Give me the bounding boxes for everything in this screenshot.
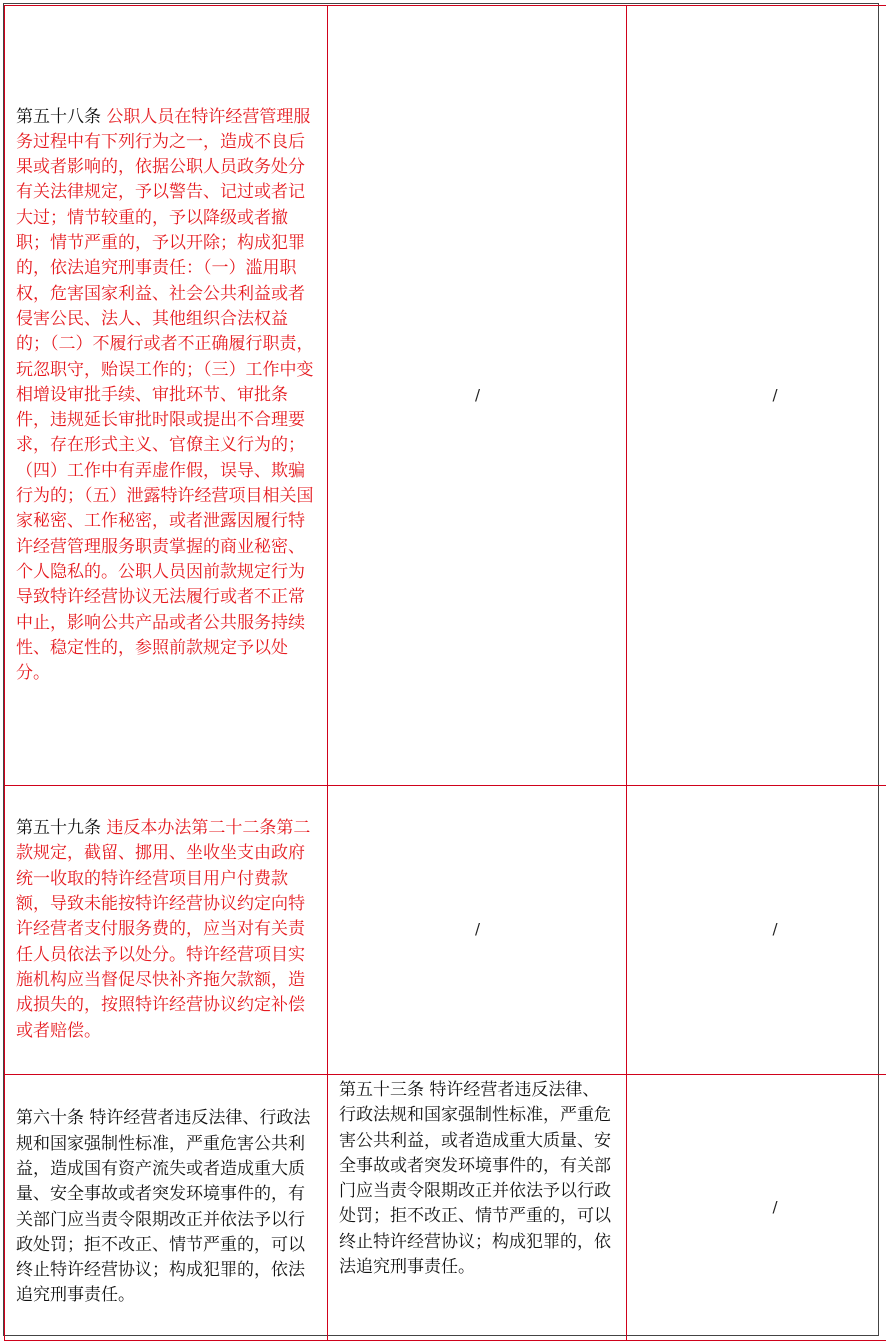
old-article-cell bbox=[328, 786, 627, 1075]
new-article-cell bbox=[5, 1075, 328, 1341]
note-cell bbox=[627, 786, 886, 1075]
article-label: 第六十条 bbox=[16, 1108, 84, 1129]
empty-marker: / bbox=[772, 1197, 778, 1216]
new-article-cell bbox=[5, 786, 328, 1075]
table-row bbox=[5, 1075, 886, 1341]
article-changed-text: 公职人员在特许经营管理服务过程中有下列行为之一，造成不良后果或者影响的，依据公职人员政务处分有关法律规定，予以警告、记过或者记大过；情节较重的，予以降级或者撤职；情节严重的，予以开除；构成犯罪的，依法追究刑事责任：（一）滥用职权，危害国家利益、社会公共利益或者侵害公民、法人、其他组织合法权益的；（二）不履行或者不正确履行职责，玩忽职守，贻误工作的；（三）工作中变相增设审批手续、审批环节、审批条件，违规延长审批时限或提出不合理要求，存在形式主义、官僚主义行为的；（四）工作中有弄虚作假，误导、欺骗行为的；（五）泄露特许经营项目相关国家秘密、工作秘密，或者泄露因履行特许经营管理服务职责掌握的商业秘密、个人隐私的。公职人员因前款规定行为导致特许经营协议无法履行或者不正常中止，影响公共产品或者公共服务持续性、稳定性的，参照前款规定予以处分。 bbox=[16, 106, 314, 684]
article-label: 第五十八条 bbox=[16, 106, 101, 127]
article-label: 第五十九条 bbox=[16, 818, 101, 839]
comparison-table bbox=[4, 5, 886, 1341]
old-article-53: 第五十三条 特许经营者违反法律、行政法规和国家强制性标准，严重危害公共利益，或者造成重大质量、安全事故或者突发环境事件的，有关部门应当责令限期改正并依法予以行政处罚；拒不改正、情节严重的，可以终止特许经营协议；构成犯罪的，依法追究刑事责任。 bbox=[339, 1080, 611, 1278]
empty-marker: / bbox=[474, 385, 481, 404]
note-cell bbox=[627, 1075, 886, 1341]
empty-marker: / bbox=[772, 385, 778, 404]
article-text: 特许经营者违反法律、行政法规和国家强制性标准，严重危害公共利益，造成国有资产流失或者造成重大质量、安全事故或者突发环境事件的，有关部门应当责令限期改正并依法予以行政处罚；拒不改正、情节严重的，可以终止特许经营协议；构成犯罪的，依法追究刑事责任。 bbox=[16, 1108, 311, 1306]
table-row bbox=[5, 6, 886, 786]
table-row bbox=[5, 786, 886, 1075]
old-article-cell bbox=[328, 6, 627, 786]
article-60 bbox=[16, 1106, 317, 1308]
article-59 bbox=[16, 816, 317, 1044]
old-article-cell bbox=[328, 1075, 627, 1341]
article-58 bbox=[16, 105, 317, 687]
empty-marker: / bbox=[474, 920, 481, 939]
note-cell bbox=[627, 6, 886, 786]
empty-marker: / bbox=[772, 920, 778, 939]
new-article-cell bbox=[5, 6, 328, 786]
article-changed-text: 违反本办法第二十二条第二款规定，截留、挪用、坐收坐支由政府统一收取的特许经营项目用户付费款额，导致未能按特许经营协议约定向特许经营者支付服务费的，应当对有关责任人员依法予以处分。特许经营项目实施机构应当督促尽快补齐拖欠款额，造成损失的，按照特许经营协议约定补偿或者赔偿。 bbox=[16, 818, 311, 1041]
